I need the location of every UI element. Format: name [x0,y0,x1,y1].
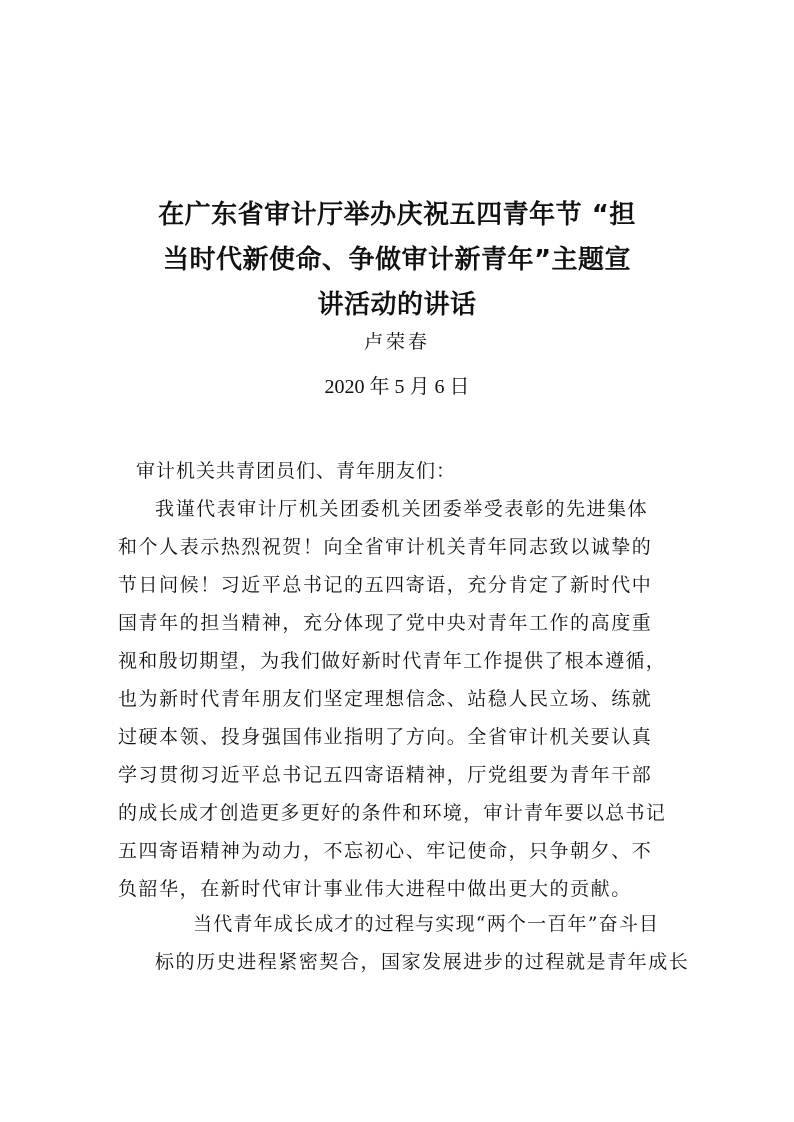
title-line-2: 当时代新使命、争做审计新青年”主题宣 [162,245,632,275]
paragraph-2-line: 标的历史进程紧密契合，国家发展进步的过程就是青年成长 [155,951,690,973]
paragraph-1-line: 我谨代表审计厅机关团委机关团委举受表彰的先进集体 [155,498,649,520]
speech-date: 2020 年 5 月 6 日 [324,376,470,398]
paragraph-1-line: 也为新时代青年朋友们坚定理想信念、站稳人民立场、练就 [118,688,653,710]
paragraph-1-line: 国青年的担当精神，充分体现了党中央对青年工作的高度重 [118,612,653,634]
document-title [100,193,694,328]
paragraph-1-line: 五四寄语精神为动力，不忘初心、牢记使命，只争朝夕、不 [118,840,653,862]
paragraph-1-line: 学习贯彻习近平总书记五四寄语精神，厅党组要为青年干部 [118,764,653,786]
paragraph-2-line: 当代青年成长成才的过程与实现“两个一百年”奋斗目 [193,913,660,935]
paragraph-1-line: 的成长成才创造更多更好的条件和环境，审计青年要以总书记 [118,802,667,824]
title-line-1: 在广东省审计厅举办庆祝五四青年节 “担 [158,200,636,230]
paragraph-1-line: 视和殷切期望，为我们做好新时代青年工作提供了根本遵循， [118,650,667,672]
paragraph-1-line: 节日问候！习近平总书记的五四寄语，充分肯定了新时代中 [118,574,653,596]
salutation: 审计机关共青团员们、青年朋友们： [136,460,457,482]
paragraph-1-line: 负韶华，在新时代审计事业伟大进程中做出更大的贡献。 [118,878,632,900]
author-name: 卢荣春 [363,331,430,353]
paragraph-1-line: 和个人表示热烈祝贺！向全省审计机关青年同志致以诚挚的 [118,536,653,558]
paragraph-1-line: 过硬本领、投身强国伟业指明了方向。全省审计机关要认真 [118,726,653,748]
title-line-3: 讲活动的讲话 [317,290,477,320]
